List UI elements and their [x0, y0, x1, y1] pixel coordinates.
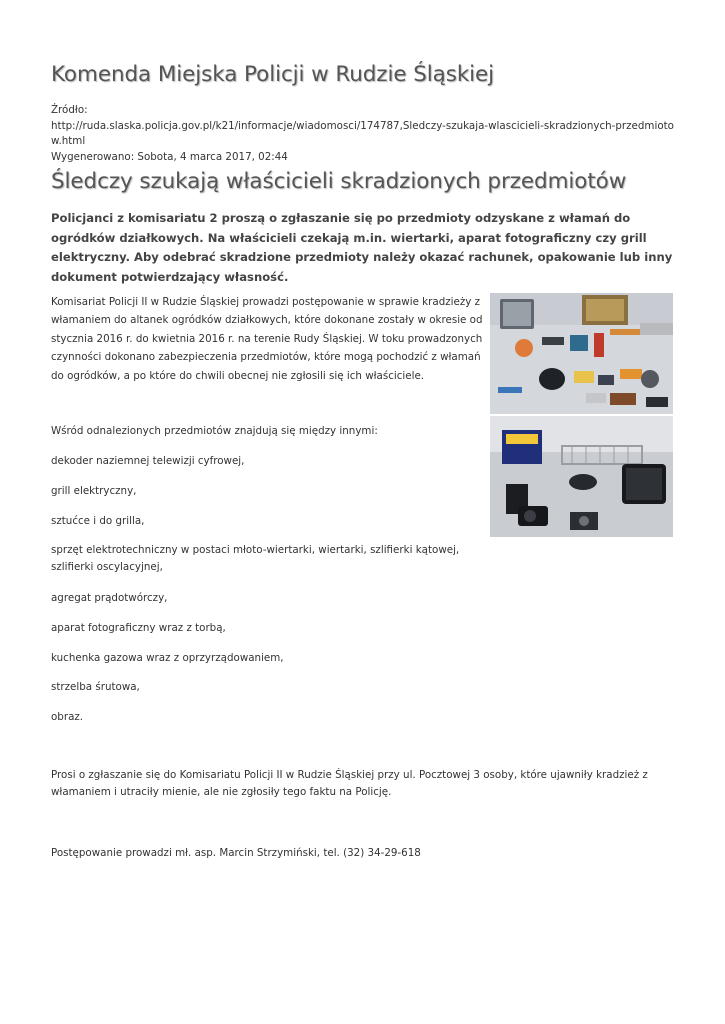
generated-date: Wygenerowano: Sobota, 4 marca 2017, 02:44 [51, 150, 288, 163]
tools-photo-illustration [490, 293, 673, 414]
officer-contact: Postępowanie prowadzi mł. asp. Marcin Strzymiński, tel. (32) 34-29-618 [51, 847, 421, 859]
article-title: Śledczy szukają właścicieli skradzionych przedmiotów [51, 169, 627, 194]
list-item: strzelba śrutowa, [51, 681, 140, 693]
recovered-tools-photo [490, 293, 673, 414]
list-item: aparat fotograficzny wraz z torbą, [51, 622, 226, 634]
article-lead: Policjanci z komisariatu 2 proszą o zgłaszanie się po przedmioty odzyskane z włamań do ogródków działkowych. Na właścicieli czekają m.in. wiertarki, aparat fotograficzny czy grill elektryczny. Aby odebrać skradzione przedmioty należy okazać rachunek, opakowanie lub inny dokument potwierdzający własność. [51, 211, 673, 285]
list-item: dekoder naziemnej telewizji cyfrowej, [51, 455, 245, 467]
equipment-photo-illustration [490, 416, 673, 537]
contact-paragraph: Prosi o zgłaszanie się do Komisariatu Policji II w Rudzie Śląskiej przy ul. Pocztowej 3 osoby, które ujawniły kradzież z włamaniem i utraciły mienie, ale nie zgłosiły tego faktu na Policję. [51, 769, 648, 798]
list-item: obraz. [51, 711, 84, 723]
site-title: Komenda Miejska Policji w Rudzie Śląskiej [51, 62, 495, 87]
list-item: sprzęt elektrotechniczny w postaci młoto-wiertarki, wiertarki, szlifierki kątowej, szlifierki oscylacyjnej, [51, 544, 460, 573]
list-item: grill elektryczny, [51, 485, 137, 497]
source-label: Źródło: [51, 104, 88, 116]
list-item: sztućce i do grilla, [51, 515, 145, 527]
items-list-intro: Wśród odnalezionych przedmiotów znajdują się między innymi: [51, 425, 378, 437]
recovered-equipment-photo [490, 416, 673, 537]
article-intro: Komisariat Policji II w Rudzie Śląskiej prowadzi postępowanie w sprawie kradzieży z włamaniem do altanek ogródków działkowych, które dokonane zostały w okresie od stycznia 2016 r. do kwietnia 2016 r. na terenie Rudy Śląskiej. W toku prowadzonych czynności dokonano zabezpieczenia przedmiotów, które mogą pochodzić z włamań do ogródków, a po które do chwili obecnej nie zgłosili się ich właściciele. [51, 296, 483, 382]
list-item: agregat prądotwórczy, [51, 592, 168, 604]
list-item: kuchenka gazowa wraz z oprzyrządowaniem, [51, 652, 284, 664]
source-url[interactable]: http://ruda.slaska.policja.gov.pl/k21/informacje/wiadomosci/174787,Sledczy-szukaja-wlascicieli-skradzionych-przedmiotow.html [51, 119, 674, 147]
document-meta [51, 103, 676, 165]
